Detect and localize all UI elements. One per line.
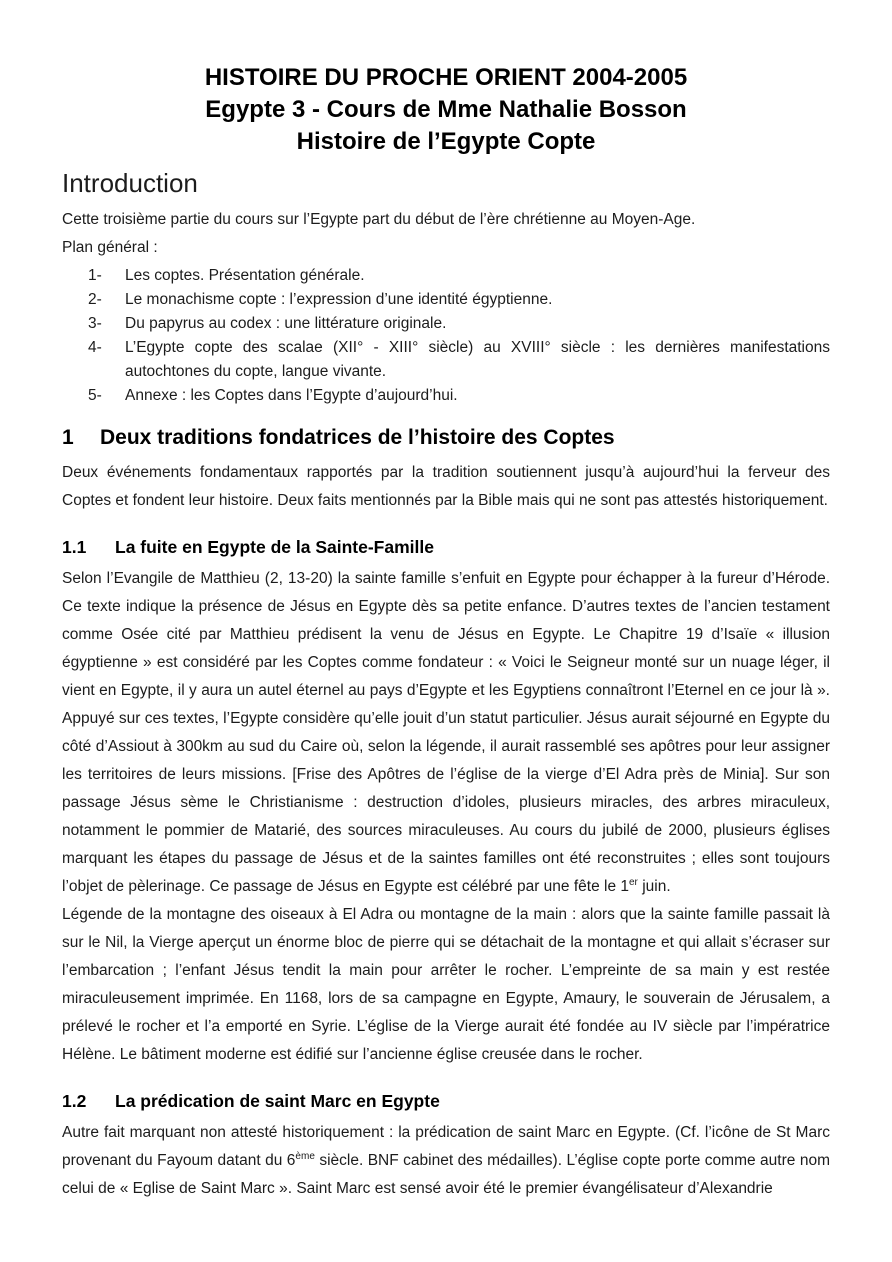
title-line-1: HISTOIRE DU PROCHE ORIENT 2004-2005	[204, 64, 688, 91]
plan-item-number: 2-	[88, 291, 102, 308]
plan-item-2	[88, 288, 830, 312]
section-1-2-heading	[62, 1091, 830, 1112]
section-1-2-paragraph	[62, 1119, 830, 1203]
section-1-paragraph: Deux événements fondamentaux rapportés par la tradition soutiennent jusqu’à aujourd’hui la ferveur des Coptes et fondent leur histoire. Deux faits mentionnés par la Bible mais qui ne sont pas attestés historiquement.	[62, 464, 830, 509]
plan-item-1	[88, 264, 830, 288]
plan-list	[88, 264, 830, 408]
paragraph-text: juin.	[637, 878, 671, 895]
paragraph-text: Autre fait marquant non attesté historiquement : la prédication de saint Marc en Egypte. (Cf. l’icône de St Marc provenant du Fayoum datant du 6	[62, 1124, 830, 1169]
plan-item-4	[88, 336, 830, 384]
section-1-title: Deux traditions fondatrices de l’histoire des Coptes	[100, 426, 615, 449]
section-1-1-paragraph-2: Légende de la montagne des oiseaux à El Adra ou montagne de la main : alors que la sainte famille passait là sur le Nil, la Vierge aperçut un énorme bloc de pierre qui se détachait de la montagne et qui allait s’écraser sur l’embarcation ; l’enfant Jésus tendit la main pour arrêter le rocher. L’empreinte de sa main y est restée miraculeusement imprimée. En 1168, lors de sa campagne en Egypte, Amaury, le souverain de Jérusalem, a prélevé le rocher et l’a emporté en Syrie. L’église de la Vierge aurait été fondée au IV siècle par l’impératrice Hélène. Le bâtiment moderne est édifié sur l’ancienne église creusée dans le rocher.	[62, 906, 830, 1063]
paragraph-text: siècle. BNF cabinet des médailles). L’église copte porte comme autre nom celui de « Eglise de Saint Marc ». Saint Marc est sensé avoir été le premier évangélisateur d’Alexandrie	[62, 1152, 830, 1197]
section-1-2-title: La prédication de saint Marc en Egypte	[115, 1091, 440, 1111]
plan-item-number: 4-	[88, 339, 102, 356]
plan-item-text: Du papyrus au codex : une littérature originale.	[125, 315, 447, 332]
section-1-1-number: 1.1	[62, 537, 87, 557]
plan-item-number: 3-	[88, 315, 102, 332]
title-line-3: Histoire de l’Egypte Copte	[296, 128, 596, 155]
title-line-2: Egypte 3 - Cours de Mme Nathalie Bosson	[205, 96, 687, 123]
section-1-1-title: La fuite en Egypte de la Sainte-Famille	[115, 537, 434, 557]
plan-item-3	[88, 312, 830, 336]
plan-label: Plan général :	[62, 239, 158, 256]
section-1-number: 1	[62, 426, 74, 449]
section-1-1-paragraph-1	[62, 565, 830, 901]
introduction-paragraph: Cette troisième partie du cours sur l’Egypte part du début de l’ère chrétienne au Moyen-Age.	[62, 211, 696, 228]
document-title-block	[62, 62, 830, 158]
superscript-ordinal: er	[629, 876, 638, 888]
section-1-1-heading	[62, 537, 830, 558]
section-1-heading	[62, 426, 830, 450]
plan-item-text: Annexe : les Coptes dans l’Egypte d’aujourd’hui.	[125, 387, 458, 404]
plan-item-text: Les coptes. Présentation générale.	[125, 267, 365, 284]
plan-item-5	[88, 384, 830, 408]
introduction-heading: Introduction	[62, 168, 198, 198]
plan-item-text: L’Egypte copte des scalae (XII° - XIII° siècle) au XVIII° siècle : les dernières manifestations autochtones du copte, langue vivante.	[125, 339, 830, 380]
paragraph-text: Selon l’Evangile de Matthieu (2, 13-20) la sainte famille s’enfuit en Egypte pour échapper à la fureur d’Hérode. Ce texte indique la présence de Jésus en Egypte dès sa petite enfance. D’autres textes de l’ancien testament comme Osée cité par Matthieu prédisent la venu de Jésus en Egypte. Le Chapitre 19 d’Isaïe « illusion égyptienne » est considéré par les Coptes comme fondateur : « Voici le Seigneur monté sur un nuage léger, il vient en Egypte, il y aura un autel éternel au pays d’Egypte et les Egyptiens connaîtront l’Eternel en ce jour là ». Appuyé sur ces textes, l’Egypte considère qu’elle jouit d’un statut particulier. Jésus aurait séjourné en Egypte du côté d’Assiout à 300km au sud du Caire où, selon la légende, il aurait rassemblé ses apôtres pour leur assigner les territoires de leurs missions. [Frise des Apôtres de l’église de la vierge d’El Adra près de Minia]. Sur son passage Jésus sème le Christianisme : destruction d’idoles, plusieurs miracles, des arbres miraculeux, notamment le pommier de Matarié, des sources miraculeuses. Au cours du jubilé de 2000, plusieurs églises marquant les étapes du passage de Jésus et de la saintes familles ont été reconstruites ; elles sont toujours l’objet de pèlerinage. Ce passage de Jésus en Egypte est célébré par une fête le 1	[62, 570, 830, 895]
plan-item-number: 5-	[88, 387, 102, 404]
plan-item-text: Le monachisme copte : l’expression d’une identité égyptienne.	[125, 291, 553, 308]
plan-item-number: 1-	[88, 267, 102, 284]
superscript-ordinal: ème	[295, 1150, 315, 1162]
section-1-2-number: 1.2	[62, 1091, 87, 1111]
